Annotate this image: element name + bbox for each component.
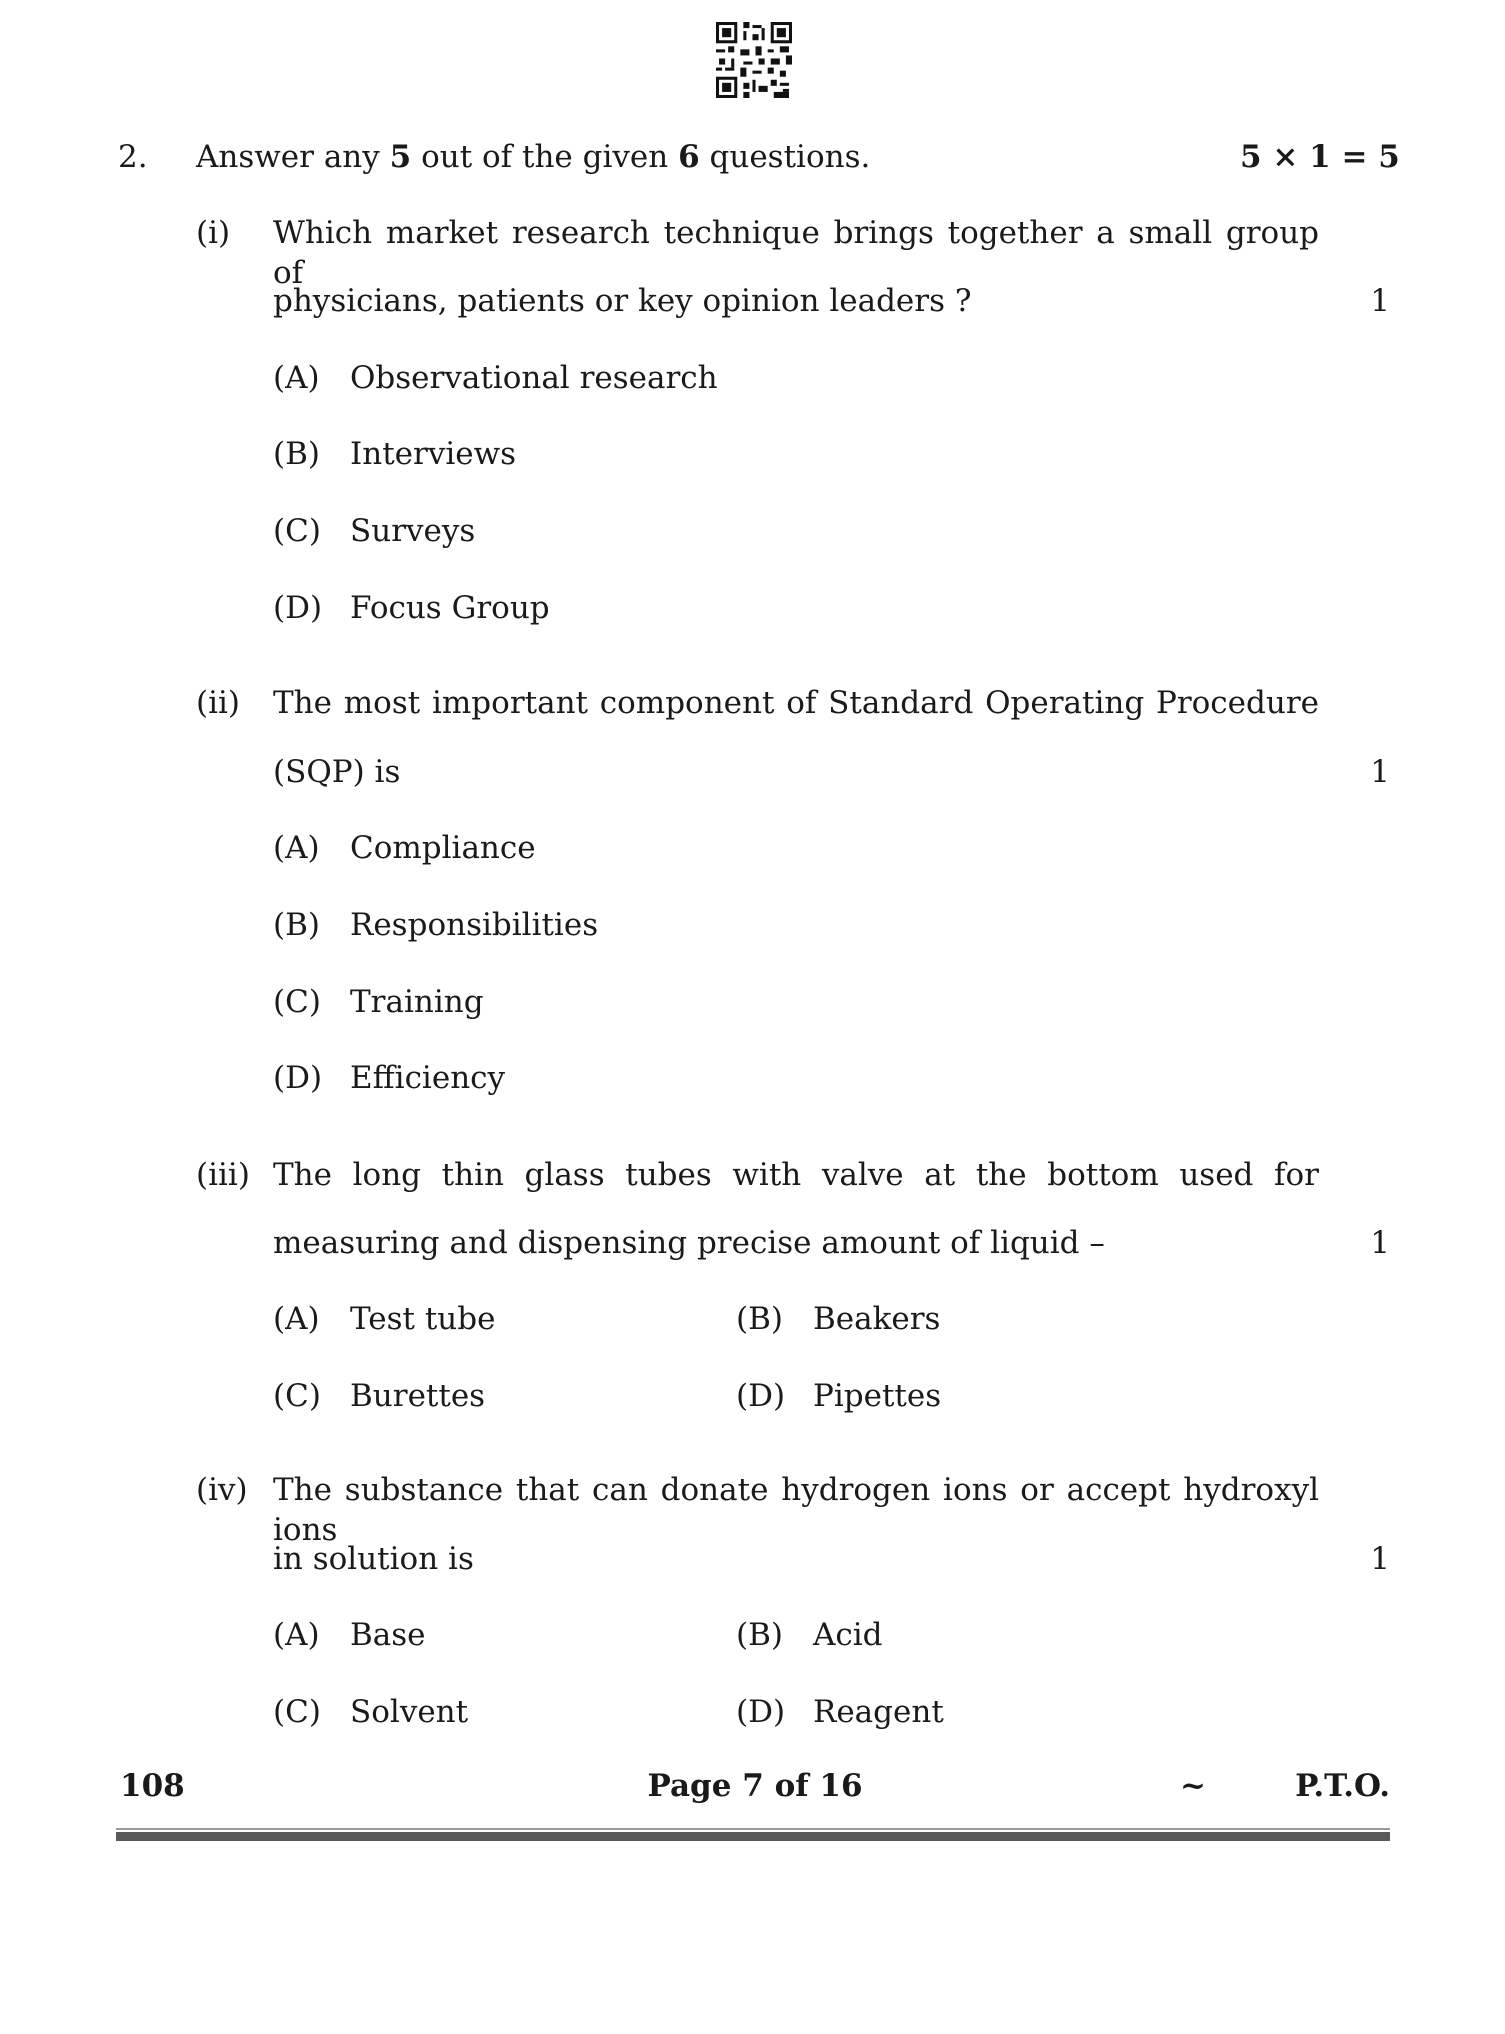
page-number: Page 7 of 16: [647, 1768, 863, 1804]
option-label: (C): [273, 1378, 321, 1414]
option-label: (B): [736, 1617, 783, 1653]
question-number: 2.: [118, 139, 148, 175]
option-text: Pipettes: [813, 1378, 942, 1414]
qr-code-icon: [716, 22, 792, 98]
item-number: (iii): [196, 1157, 250, 1193]
option-label: (D): [273, 1060, 323, 1096]
option-label: (D): [273, 590, 323, 626]
item-number: (i): [196, 215, 231, 251]
option-text: Observational research: [350, 360, 718, 396]
option-text: Focus Group: [350, 590, 550, 626]
item-stem-line: in solution is: [273, 1541, 474, 1577]
item-marks: 1: [1370, 754, 1390, 790]
option-text: Burettes: [350, 1378, 486, 1414]
option-text: Compliance: [350, 830, 536, 866]
option-label: (B): [273, 436, 320, 472]
option-text: Efficiency: [350, 1060, 506, 1096]
option-label: (A): [273, 1617, 320, 1653]
option-label: (A): [273, 1301, 320, 1337]
option-text: Base: [350, 1617, 426, 1653]
instruction-text: questions.: [699, 139, 871, 175]
item-marks: 1: [1370, 1225, 1390, 1261]
instruction-total: 6: [678, 139, 700, 175]
option-label: (C): [273, 984, 321, 1020]
option-text: Training: [350, 984, 484, 1020]
footer-rule: [116, 1832, 1390, 1841]
option-label: (A): [273, 830, 320, 866]
option-label: (C): [273, 513, 321, 549]
tilde-mark: ~: [1180, 1768, 1206, 1804]
item-marks: 1: [1370, 283, 1390, 319]
item-stem-line: The most important component of Standard Operating Procedure: [273, 685, 1319, 721]
option-label: (D): [736, 1378, 786, 1414]
paper-code: 108: [120, 1768, 185, 1804]
option-label: (C): [273, 1694, 321, 1730]
option-label: (D): [736, 1694, 786, 1730]
item-stem-line: measuring and dispensing precise amount of liquid –: [273, 1225, 1105, 1261]
option-text: Acid: [813, 1617, 883, 1653]
instruction-text: Answer any: [196, 139, 390, 175]
option-text: Reagent: [813, 1694, 944, 1730]
option-text: Surveys: [350, 513, 476, 549]
item-stem-line: physicians, patients or key opinion leaders ?: [273, 283, 972, 319]
question-instruction: [196, 137, 870, 177]
instruction-count: 5: [389, 139, 412, 175]
option-text: Interviews: [350, 436, 517, 472]
option-text: Beakers: [813, 1301, 941, 1337]
instruction-text: out of the given: [411, 139, 679, 175]
option-text: Solvent: [350, 1694, 469, 1730]
item-number: (ii): [196, 685, 241, 721]
item-number: (iv): [196, 1472, 248, 1508]
item-marks: 1: [1370, 1541, 1390, 1577]
item-stem-line: Which market research technique brings together a small group of: [273, 215, 1319, 291]
pto-label: P.T.O.: [1295, 1768, 1390, 1804]
footer-rule: [116, 1828, 1390, 1830]
option-text: Test tube: [350, 1301, 496, 1337]
item-stem-line: The substance that can donate hydrogen ions or accept hydroxyl ions: [273, 1472, 1319, 1548]
item-stem-line: (SQP) is: [273, 754, 401, 790]
option-label: (B): [273, 907, 320, 943]
question-marks: 5 × 1 = 5: [1240, 139, 1400, 175]
option-text: Responsibilities: [350, 907, 599, 943]
item-stem-line: The long thin glass tubes with valve at the bottom used for: [273, 1157, 1319, 1193]
option-label: (B): [736, 1301, 783, 1337]
option-label: (A): [273, 360, 320, 396]
